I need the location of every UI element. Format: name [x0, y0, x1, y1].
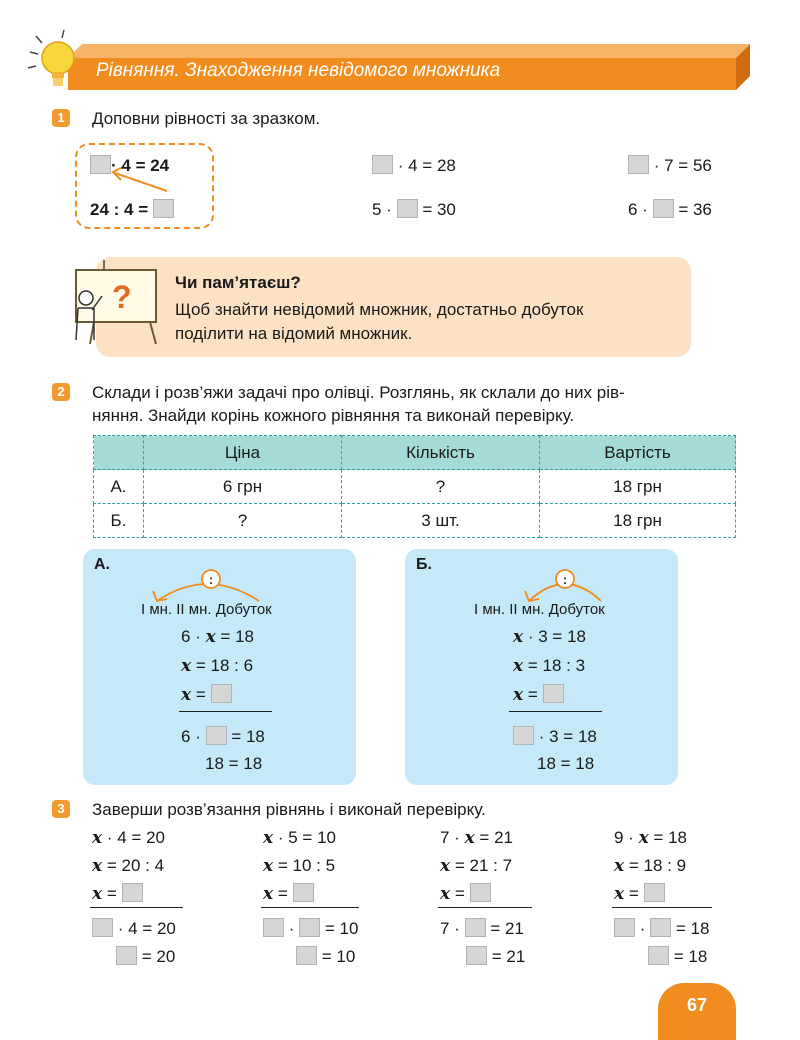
equation-line: x = — [513, 684, 564, 705]
equation-line: x = 18 : 6 — [181, 656, 254, 676]
equation-line: x · 3 = 18 — [513, 627, 586, 647]
check-line: = 21 — [466, 946, 525, 967]
answer-box[interactable] — [470, 883, 491, 902]
remember-text-line-1: Щоб знайти невідомий множник, достатньо добуток — [175, 300, 584, 319]
divider — [509, 711, 602, 712]
division-arc — [515, 563, 615, 603]
answer-box[interactable] — [372, 155, 393, 174]
task2-line-1: Склади і розв’яжи задачі про олівці. Розглянь, як склали до них рів- — [92, 383, 625, 402]
equation-line: 7 · x = 21 — [440, 828, 513, 848]
task-number-1: 1 — [52, 109, 70, 127]
divider — [612, 907, 712, 908]
check-line: = 18 — [648, 946, 707, 967]
answer-box[interactable] — [296, 946, 317, 965]
check-line: = 10 — [296, 946, 355, 967]
task2-line-2: няння. Знайди корінь кожного рівняння та виконай перевірку. — [92, 406, 575, 425]
equation-line: x = 10 : 5 — [263, 856, 336, 876]
answer-box[interactable] — [465, 918, 486, 937]
answer-box[interactable] — [153, 199, 174, 218]
answer-box[interactable] — [628, 155, 649, 174]
task1-instruction: Доповни рівності за зразком. — [92, 109, 321, 128]
sample-equation-1: · 4 = 24 — [90, 155, 169, 176]
equation-line: x = — [614, 883, 665, 904]
answer-box[interactable] — [92, 918, 113, 937]
task-number-2: 2 — [52, 383, 70, 401]
divider — [438, 907, 532, 908]
page-number: 67 — [686, 995, 708, 1015]
svg-text:?: ? — [112, 279, 132, 315]
equation-line: x = — [263, 883, 314, 904]
answer-box[interactable] — [122, 883, 143, 902]
solution-panel-a — [83, 549, 356, 785]
answer-box[interactable] — [299, 918, 320, 937]
divider — [90, 907, 183, 908]
remember-title: Чи пам’ятаєш? — [175, 273, 301, 292]
check-line: 6 · = 18 — [181, 727, 265, 746]
equation-line: 9 · x = 18 — [614, 828, 687, 848]
answer-box[interactable] — [397, 199, 418, 218]
svg-text::: : — [208, 572, 214, 587]
answer-box[interactable] — [90, 155, 111, 174]
equation-line: x · 4 = 20 — [92, 828, 165, 848]
terms-label: І мн. ІІ мн. Добуток — [474, 601, 605, 618]
answer-box[interactable] — [653, 199, 674, 218]
answer-box[interactable] — [543, 684, 564, 703]
answer-box[interactable] — [116, 946, 137, 965]
equation-4: 6 · = 36 — [628, 200, 712, 219]
answer-box[interactable] — [648, 946, 669, 965]
lightbulb-icon — [26, 28, 82, 92]
panel-label: А. — [94, 556, 110, 573]
answer-box[interactable] — [206, 726, 227, 745]
table-header-row: Ціна Кількість Вартість — [94, 436, 736, 470]
svg-text::: : — [562, 572, 568, 587]
answer-box[interactable] — [614, 918, 635, 937]
division-arc — [143, 563, 273, 603]
equation-1: · 4 = 28 — [372, 155, 456, 176]
remember-text-line-2: поділити на відомий множник. — [175, 324, 413, 343]
price-table — [93, 435, 736, 538]
page-title: Рівняння. Знаходження невідомого множника — [96, 60, 501, 81]
table-row: Б. ? 3 шт. 18 грн — [94, 504, 736, 538]
equation-line: x = 18 : 3 — [513, 656, 586, 676]
answer-box[interactable] — [513, 726, 534, 745]
table-row: А. 6 грн ? 18 грн — [94, 470, 736, 504]
solution-panel-b — [405, 549, 678, 785]
divider — [179, 711, 272, 712]
equation-line: 6 · x = 18 — [181, 627, 254, 647]
equation-line: x · 5 = 10 — [263, 828, 336, 848]
sample-equation-2: 24 : 4 = — [90, 199, 174, 220]
panel-label: Б. — [416, 556, 432, 573]
check-line: · 4 = 20 — [92, 918, 176, 939]
answer-box[interactable] — [263, 918, 284, 937]
check-line: = 20 — [116, 946, 175, 967]
check-line: · = 18 — [614, 918, 709, 939]
equation-2: · 7 = 56 — [628, 155, 712, 176]
check-line: · 3 = 18 — [513, 726, 597, 747]
task-number-3: 3 — [52, 800, 70, 818]
answer-box[interactable] — [650, 918, 671, 937]
equation-3: 5 · = 30 — [372, 200, 456, 219]
check-line: 18 = 18 — [205, 754, 263, 773]
task3-instruction: Заверши розв’язання рівнянь і виконай перевірку. — [92, 800, 486, 819]
equation-line: x = 21 : 7 — [440, 856, 513, 876]
equation-line: x = — [92, 883, 143, 904]
teacher-board-icon — [64, 258, 164, 348]
banner-shape — [0, 0, 800, 100]
check-line: 18 = 18 — [537, 754, 595, 773]
divider — [261, 907, 359, 908]
check-line: · = 10 — [263, 918, 358, 939]
equation-line: x = 20 : 4 — [92, 856, 165, 876]
check-line: 7 · = 21 — [440, 919, 524, 938]
equation-line: x = — [440, 883, 491, 904]
answer-box[interactable] — [644, 883, 665, 902]
answer-box[interactable] — [211, 684, 232, 703]
equation-line: x = — [181, 684, 232, 705]
answer-box[interactable] — [466, 946, 487, 965]
answer-box[interactable] — [293, 883, 314, 902]
equation-line: x = 18 : 9 — [614, 856, 687, 876]
terms-label: І мн. ІІ мн. Добуток — [141, 601, 272, 618]
